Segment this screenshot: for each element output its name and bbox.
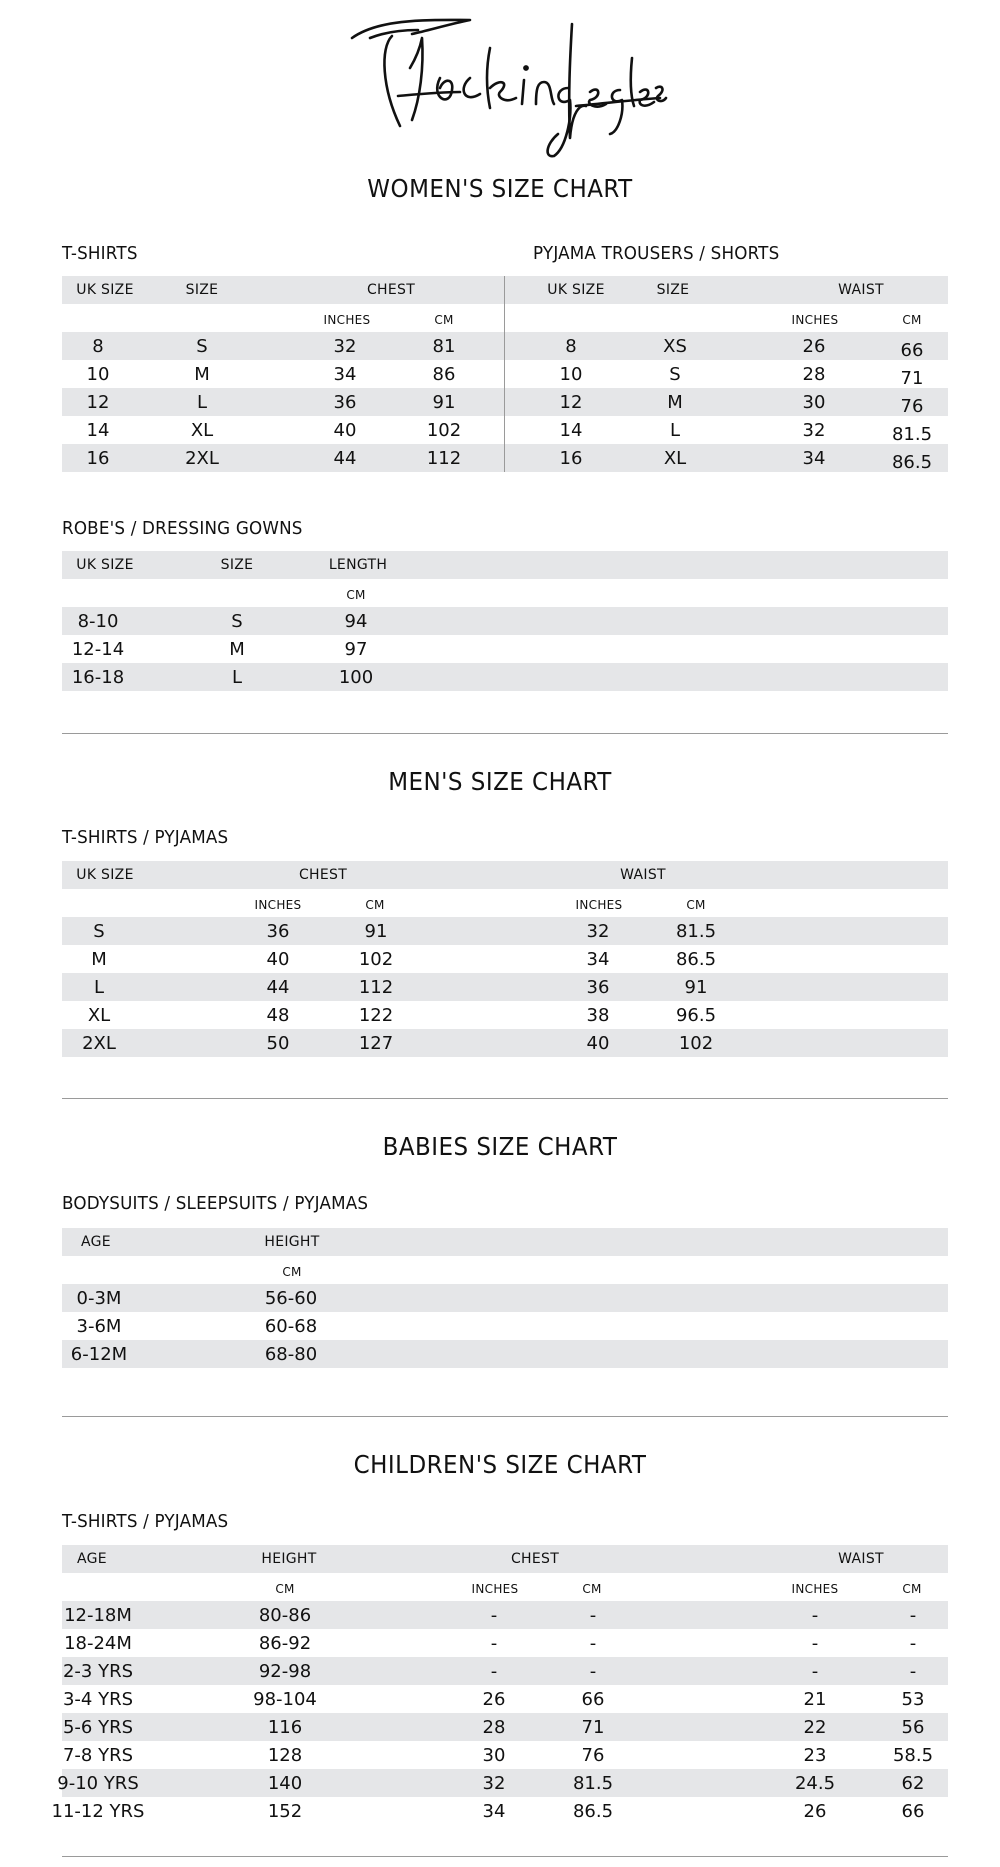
babies-size-chart-title: BABIES SIZE CHART (382, 1132, 618, 1161)
cell-chest-inches: 32 (482, 1773, 506, 1794)
cell-age: 7-8 YRS (62, 1745, 134, 1766)
subheader-height-cm: CM (275, 1582, 295, 1596)
cell-chest-inches: - (490, 1633, 498, 1654)
col-header-age: AGE (77, 1551, 107, 1567)
col-header-waist: WAIST (838, 282, 884, 298)
cell-chest-inches: 36 (333, 392, 357, 413)
mens-size-chart-title: MEN'S SIZE CHART (388, 767, 612, 796)
cell-height-cm: 152 (267, 1801, 303, 1822)
col-header-height: HEIGHT (261, 1551, 317, 1567)
subheader-chest-cm: CM (365, 898, 385, 912)
subheader-inches: INCHES (791, 313, 839, 327)
cell-waist-cm: 102 (678, 1033, 714, 1054)
cell-chest-inches: - (490, 1605, 498, 1626)
cell-chest-cm: 122 (358, 1005, 394, 1026)
cell-age: 0-3M (76, 1288, 122, 1309)
cell-uk-size: 14 (86, 420, 110, 441)
cell-waist-inches: 26 (803, 1801, 827, 1822)
cell-uk-size: 8-10 (77, 611, 119, 632)
cell-chest-inches: - (490, 1661, 498, 1682)
table-row-band (62, 1029, 948, 1057)
cell-age: 2-3 YRS (62, 1661, 134, 1682)
childrens-size-chart-title: CHILDREN'S SIZE CHART (353, 1450, 647, 1479)
section-divider (62, 1856, 948, 1857)
cell-chest-cm: 91 (364, 921, 388, 942)
cell-chest-inches: 34 (482, 1801, 506, 1822)
cell-uk-size: 12 (86, 392, 110, 413)
childrens-header-band (62, 1545, 948, 1573)
cell-chest-inches: 40 (333, 420, 357, 441)
cell-chest-cm: - (589, 1633, 597, 1654)
cell-waist-inches: - (811, 1633, 819, 1654)
babies-header-band (62, 1228, 948, 1256)
cell-chest-cm: 127 (358, 1033, 394, 1054)
womens-pyjama-trousers-title: PYJAMA TROUSERS / SHORTS (533, 243, 780, 264)
cell-height-cm: 116 (267, 1717, 303, 1738)
cell-waist-inches: 22 (803, 1717, 827, 1738)
cell-uk-size: 8 (565, 336, 577, 357)
womens-tshirts-title: T-SHIRTS (62, 243, 138, 264)
col-header-waist: WAIST (838, 1551, 884, 1567)
cell-waist-inches: 40 (586, 1033, 610, 1054)
cell-size: S (669, 364, 681, 385)
cell-waist-cm: 53 (901, 1689, 925, 1710)
subheader-cm: CM (282, 1265, 302, 1279)
cell-height-cm: 128 (267, 1745, 303, 1766)
cell-age: 12-18M (64, 1605, 132, 1626)
subheader-waist-cm: CM (686, 898, 706, 912)
cell-uk-size: XL (87, 1005, 111, 1026)
col-header-waist: WAIST (620, 867, 666, 883)
cell-waist-cm: 81.5 (891, 424, 933, 445)
cell-waist-inches: 34 (802, 448, 826, 469)
cell-chest-cm: 86 (432, 364, 456, 385)
cell-age: 9-10 YRS (57, 1773, 139, 1794)
cell-chest-inches: 28 (482, 1717, 506, 1738)
cell-waist-cm: 66 (901, 1801, 925, 1822)
cell-uk-size: 16 (559, 448, 583, 469)
cell-uk-size: 10 (559, 364, 583, 385)
cell-chest-inches: 34 (333, 364, 357, 385)
cell-waist-inches: - (811, 1661, 819, 1682)
cell-chest-cm: 86.5 (572, 1801, 614, 1822)
cell-uk-size: 8 (92, 336, 104, 357)
cell-chest-cm: 91 (432, 392, 456, 413)
cell-age: 3-6M (76, 1316, 122, 1337)
cell-chest-cm: 81.5 (572, 1773, 614, 1794)
cell-uk-size: 14 (559, 420, 583, 441)
cell-chest-cm: - (589, 1605, 597, 1626)
womens-size-chart-title: WOMEN'S SIZE CHART (367, 174, 633, 203)
cell-height-cm: 140 (267, 1773, 303, 1794)
cell-uk-size: 2XL (82, 1033, 116, 1054)
table-row-band (62, 917, 948, 945)
cell-waist-inches: 38 (586, 1005, 610, 1026)
cell-chest-inches: 50 (266, 1033, 290, 1054)
cell-size: S (196, 336, 208, 357)
section-divider (62, 1098, 948, 1099)
cell-uk-size: 16-18 (71, 667, 125, 688)
cell-waist-cm: 86.5 (891, 452, 933, 473)
col-header-uk-size: UK SIZE (76, 557, 134, 573)
cell-chest-cm: 112 (358, 977, 394, 998)
col-header-uk-size: UK SIZE (547, 282, 605, 298)
cell-age: 6-12M (70, 1344, 128, 1365)
cell-height-cm: 92-98 (258, 1661, 312, 1682)
cell-waist-cm: - (909, 1633, 917, 1654)
childrens-tshirts-pyjamas-title: T-SHIRTS / PYJAMAS (62, 1511, 229, 1532)
cell-height-cm: 98-104 (253, 1689, 317, 1710)
cell-size: S (231, 611, 243, 632)
table-row-band (62, 607, 948, 635)
cell-waist-cm: 86.5 (675, 949, 717, 970)
cell-size: 2XL (185, 448, 219, 469)
subheader-chest-inches: INCHES (254, 898, 302, 912)
script-signature-logo-icon (340, 8, 670, 163)
cell-size: XS (663, 336, 687, 357)
cell-height-cm: 60-68 (264, 1316, 318, 1337)
section-divider (62, 733, 948, 734)
cell-waist-cm: 96.5 (675, 1005, 717, 1026)
cell-size: L (231, 667, 243, 688)
cell-waist-inches: 32 (802, 420, 826, 441)
cell-chest-inches: 26 (482, 1689, 506, 1710)
cell-size: M (194, 364, 210, 385)
cell-height-cm: 86-92 (258, 1633, 312, 1654)
cell-chest-cm: 71 (581, 1717, 605, 1738)
section-divider (62, 1416, 948, 1417)
cell-uk-size: 10 (86, 364, 110, 385)
cell-waist-cm: 81.5 (675, 921, 717, 942)
col-header-uk-size: UK SIZE (76, 282, 134, 298)
table-divider (504, 276, 505, 472)
subheader-cm: CM (346, 588, 366, 602)
cell-height-cm: 68-80 (264, 1344, 318, 1365)
cell-size: M (229, 639, 245, 660)
cell-age: 11-12 YRS (51, 1801, 145, 1822)
cell-chest-cm: 112 (426, 448, 462, 469)
cell-waist-inches: 34 (586, 949, 610, 970)
cell-waist-inches: 23 (803, 1745, 827, 1766)
cell-length-cm: 100 (338, 667, 374, 688)
cell-waist-cm: 71 (900, 368, 924, 389)
cell-waist-inches: 21 (803, 1689, 827, 1710)
cell-size: M (667, 392, 683, 413)
cell-waist-cm: - (909, 1605, 917, 1626)
cell-height-cm: 56-60 (264, 1288, 318, 1309)
robes-header-band (62, 551, 948, 579)
mens-header-band (62, 861, 948, 889)
col-header-size: SIZE (656, 282, 690, 298)
cell-size: L (669, 420, 681, 441)
cell-chest-cm: 81 (432, 336, 456, 357)
table-row-band (62, 663, 948, 691)
cell-uk-size: 16 (86, 448, 110, 469)
cell-uk-size: M (91, 949, 107, 970)
subheader-cm: CM (434, 313, 454, 327)
col-header-uk-size: UK SIZE (76, 867, 134, 883)
subheader-chest-cm: CM (582, 1582, 602, 1596)
babies-bodysuits-title: BODYSUITS / SLEEPSUITS / PYJAMAS (62, 1193, 369, 1214)
cell-chest-inches: 36 (266, 921, 290, 942)
cell-chest-inches: 40 (266, 949, 290, 970)
cell-chest-cm: 102 (358, 949, 394, 970)
cell-waist-inches: 36 (586, 977, 610, 998)
col-header-size: SIZE (185, 282, 219, 298)
subheader-waist-inches: INCHES (791, 1582, 839, 1596)
col-header-size: SIZE (220, 557, 254, 573)
table-row-band (62, 973, 948, 1001)
subheader-cm: CM (902, 313, 922, 327)
cell-waist-cm: 58.5 (892, 1745, 934, 1766)
cell-waist-inches: 24.5 (794, 1773, 836, 1794)
cell-waist-cm: 66 (900, 340, 924, 361)
col-header-length: LENGTH (328, 557, 388, 573)
col-header-age: AGE (81, 1234, 111, 1250)
cell-waist-inches: 30 (802, 392, 826, 413)
subheader-waist-cm: CM (902, 1582, 922, 1596)
cell-age: 3-4 YRS (62, 1689, 134, 1710)
cell-length-cm: 97 (344, 639, 368, 660)
col-header-chest: CHEST (366, 282, 416, 298)
cell-uk-size: 12 (559, 392, 583, 413)
cell-waist-inches: 32 (586, 921, 610, 942)
cell-chest-inches: 48 (266, 1005, 290, 1026)
cell-age: 18-24M (64, 1633, 132, 1654)
cell-waist-inches: 26 (802, 336, 826, 357)
cell-size: XL (663, 448, 687, 469)
cell-waist-cm: 56 (901, 1717, 925, 1738)
cell-chest-cm: - (589, 1661, 597, 1682)
cell-height-cm: 80-86 (258, 1605, 312, 1626)
col-header-height: HEIGHT (264, 1234, 320, 1250)
cell-waist-cm: 91 (684, 977, 708, 998)
cell-size: L (196, 392, 208, 413)
mens-tshirts-pyjamas-title: T-SHIRTS / PYJAMAS (62, 827, 229, 848)
cell-waist-cm: - (909, 1661, 917, 1682)
cell-chest-inches: 30 (482, 1745, 506, 1766)
cell-length-cm: 94 (344, 611, 368, 632)
cell-waist-inches: 28 (802, 364, 826, 385)
womens-robes-title: ROBE'S / DRESSING GOWNS (62, 518, 303, 539)
subheader-inches: INCHES (323, 313, 371, 327)
cell-waist-cm: 76 (900, 396, 924, 417)
cell-chest-cm: 66 (581, 1689, 605, 1710)
col-header-chest: CHEST (510, 1551, 560, 1567)
cell-size: XL (190, 420, 214, 441)
table-row-band (62, 1340, 948, 1368)
cell-uk-size: L (93, 977, 105, 998)
cell-chest-inches: 32 (333, 336, 357, 357)
cell-chest-inches: 44 (266, 977, 290, 998)
table-row-band (62, 1284, 948, 1312)
cell-chest-cm: 102 (426, 420, 462, 441)
subheader-waist-inches: INCHES (575, 898, 623, 912)
cell-uk-size: 12-14 (71, 639, 125, 660)
cell-uk-size: S (93, 921, 105, 942)
cell-waist-cm: 62 (901, 1773, 925, 1794)
col-header-chest: CHEST (298, 867, 348, 883)
cell-waist-inches: - (811, 1605, 819, 1626)
cell-chest-cm: 76 (581, 1745, 605, 1766)
cell-age: 5-6 YRS (62, 1717, 134, 1738)
subheader-chest-inches: INCHES (471, 1582, 519, 1596)
cell-chest-inches: 44 (333, 448, 357, 469)
